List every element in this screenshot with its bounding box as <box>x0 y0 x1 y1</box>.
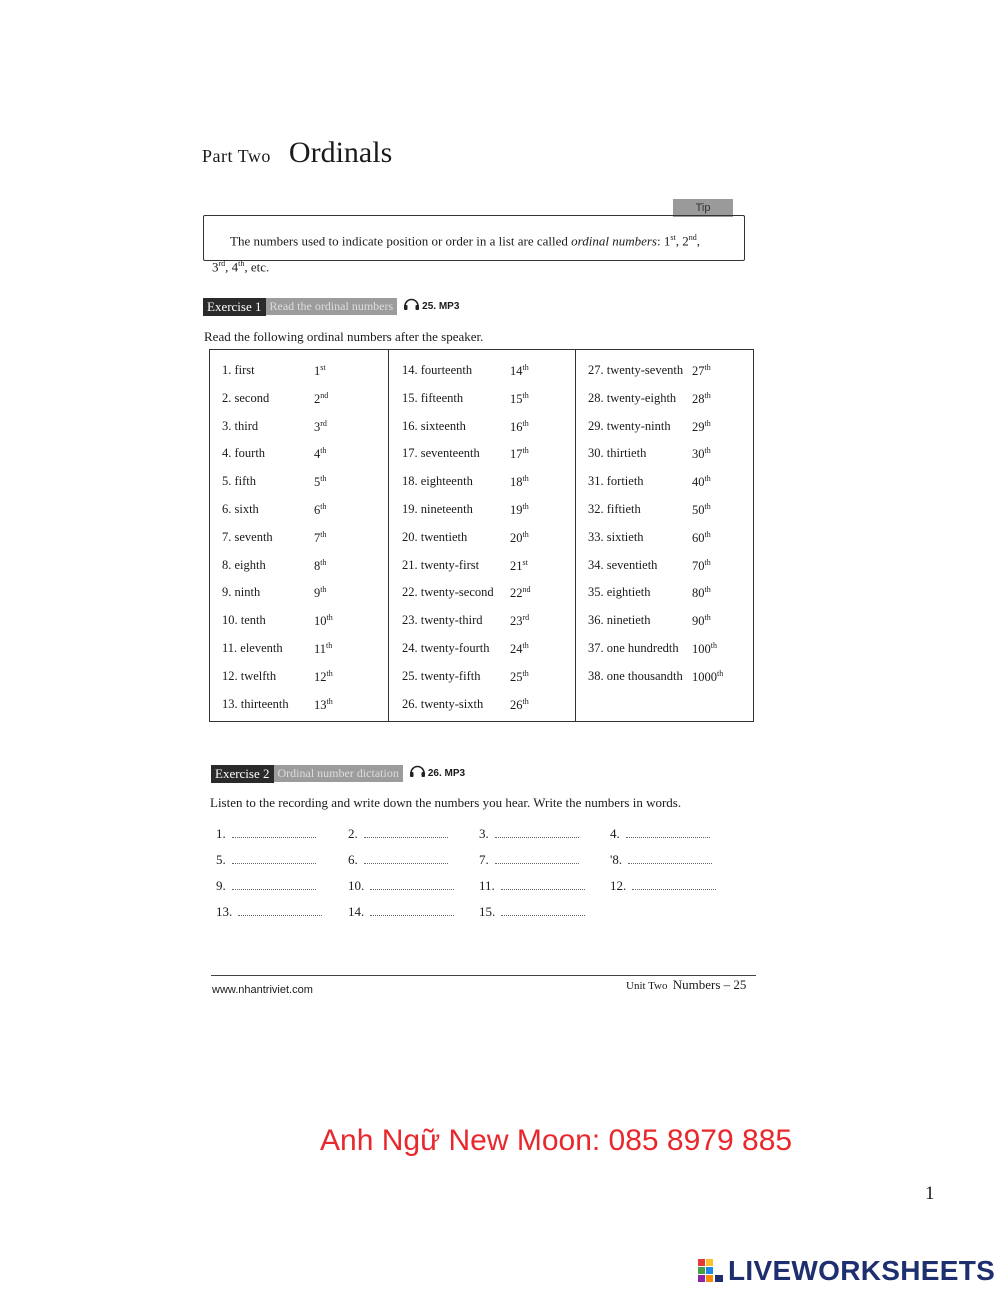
ordinal-digits: 1 <box>314 364 321 379</box>
ordinal-word: 29. twenty-ninth <box>588 418 671 433</box>
exercise-1-label: Exercise 1 <box>203 298 266 316</box>
column-divider <box>575 350 576 721</box>
answer-blank[interactable] <box>501 881 585 890</box>
answer-item <box>479 904 585 920</box>
ordinal-suffix: rd <box>522 613 530 623</box>
ordinal-suffix: th <box>704 585 711 595</box>
answer-blank[interactable] <box>628 855 712 864</box>
ordinal-word: 32. fiftieth <box>588 502 641 516</box>
ordinal-word: 8. eighth <box>222 557 266 572</box>
answer-blank[interactable] <box>238 907 322 916</box>
ordinal-number <box>510 363 529 379</box>
answer-number: 7. <box>479 852 489 867</box>
liveworksheets-text: LIVEWORKSHEETS <box>728 1255 996 1286</box>
answer-blank[interactable] <box>495 829 579 838</box>
part-heading: Ordinals <box>288 136 393 169</box>
answer-item <box>216 852 316 868</box>
ordinal-suffix: th <box>326 668 333 678</box>
ordinal-suffix: nd <box>320 390 329 400</box>
exercise-2-title: Ordinal number dictation <box>274 765 403 782</box>
ordinal-suffix: th <box>704 390 711 400</box>
ordinal-number <box>510 530 529 546</box>
ordinal-number <box>692 585 711 601</box>
part-label: Part Two <box>202 146 271 166</box>
answer-blank[interactable] <box>495 855 579 864</box>
ordinal-digits: 16 <box>510 419 523 434</box>
answer-item <box>348 852 448 868</box>
ordinal-number <box>314 502 326 518</box>
ordinal-suffix: th <box>320 529 327 539</box>
ordinal-number <box>314 363 326 379</box>
ordinal-digits: 23 <box>510 614 523 629</box>
ordinal-suffix: th <box>522 529 529 539</box>
answer-number: '8. <box>610 852 623 867</box>
answer-item <box>479 878 585 894</box>
ordinal-digits: 13 <box>314 697 327 712</box>
ordinal-suffix: th <box>522 474 529 484</box>
part-title <box>202 136 392 170</box>
definition-line-2 <box>212 252 734 278</box>
ordinal-number <box>314 585 326 601</box>
ordinal-number <box>510 419 529 435</box>
ordinal-suffix: nd <box>522 585 531 595</box>
ordinal-word: 38. one thousandth <box>588 668 683 683</box>
ordinal-suffix: th <box>522 363 529 372</box>
ordinal-word: 6. sixth <box>222 502 259 516</box>
exercise-2-label: Exercise 2 <box>211 765 274 783</box>
suffix: rd <box>218 259 226 269</box>
ordinal-digits: 19 <box>510 503 523 518</box>
ordinal-suffix: th <box>522 668 529 678</box>
ordinal-number <box>314 613 333 629</box>
page-number: 1 <box>925 1183 935 1204</box>
ordinal-word: 28. twenty-eighth <box>588 390 677 405</box>
ordinal-word: 16. sixteenth <box>402 418 466 433</box>
ordinal-suffix: th <box>704 446 711 456</box>
ordinal-suffix: th <box>320 557 327 567</box>
ordinal-word: 22. twenty-second <box>402 585 494 600</box>
answer-item <box>610 878 716 894</box>
ordinal-word: 4. fourth <box>222 446 266 461</box>
ordinal-word: 7. seventh <box>222 529 273 544</box>
answer-number: 3. <box>479 826 489 841</box>
ordinal-digits: 6 <box>314 503 321 518</box>
ordinal-number <box>314 419 327 435</box>
ordinal-number <box>692 474 711 490</box>
answer-item <box>348 904 454 920</box>
ordinal-suffix: th <box>326 641 333 650</box>
ordinal-digits: 9 <box>314 586 321 601</box>
ordinal-number <box>692 641 717 657</box>
ordinal-digits: 25 <box>510 669 523 684</box>
ordinal-number <box>314 530 326 546</box>
answer-item <box>610 826 710 842</box>
ordinal-number <box>510 697 529 713</box>
answer-number: 1. <box>216 826 226 841</box>
liveworksheets-icon <box>698 1259 724 1283</box>
ordinal-digits: 1000 <box>692 669 717 684</box>
ordinal-digits: 28 <box>692 391 705 406</box>
ordinal-number <box>692 613 711 629</box>
ordinal-number <box>510 502 529 518</box>
exercise-1-instruction: Read the following ordinal numbers after the speaker. <box>204 329 484 344</box>
ordinal-number <box>314 697 333 713</box>
ordinal-digits: 21 <box>510 558 523 573</box>
ordinal-number <box>510 446 529 462</box>
answer-blank[interactable] <box>364 855 448 864</box>
ordinal-word: 27. twenty-seventh <box>588 363 684 377</box>
ordinal-digits: 12 <box>314 669 327 684</box>
ordinal-suffix: th <box>320 474 327 484</box>
answer-item <box>348 878 454 894</box>
ordinal-digits: 30 <box>692 447 705 462</box>
answer-blank[interactable] <box>501 907 585 916</box>
answer-number: 15. <box>479 904 496 919</box>
ordinal-number <box>692 446 711 462</box>
ordinal-suffix: rd <box>320 418 327 428</box>
ordinal-number <box>692 419 711 435</box>
answer-blank[interactable] <box>370 881 454 890</box>
ordinal-word: 14. fourteenth <box>402 363 473 377</box>
ordinal-suffix: st <box>320 363 326 372</box>
definition-text: , 4 <box>225 259 239 275</box>
ordinal-suffix: th <box>326 613 333 623</box>
ordinal-word: 18. eighteenth <box>402 474 473 489</box>
tip-badge: Tip <box>673 199 733 217</box>
answer-blank[interactable] <box>632 881 716 890</box>
ordinal-number <box>692 530 711 546</box>
definition-text: 3 <box>212 259 219 275</box>
ordinal-number <box>314 641 332 657</box>
answer-number: 13. <box>216 904 233 919</box>
ordinal-digits: 29 <box>692 419 705 434</box>
answer-number: 5. <box>216 852 226 867</box>
ordinal-number <box>314 391 328 407</box>
liveworksheets-logo <box>698 1255 995 1287</box>
ordinal-suffix: th <box>704 363 711 372</box>
exercise-2-header <box>211 764 465 783</box>
ordinal-word: 1. first <box>222 363 255 377</box>
answer-item <box>610 852 712 868</box>
ordinal-number <box>692 669 723 685</box>
ordinal-word: 36. ninetieth <box>588 613 651 628</box>
ordinal-digits: 8 <box>314 558 321 573</box>
ordinal-digits: 50 <box>692 503 705 518</box>
ordinal-word: 37. one hundredth <box>588 641 679 655</box>
ordinal-word: 9. ninth <box>222 585 261 600</box>
answer-number: 10. <box>348 878 365 893</box>
answer-number: 4. <box>610 826 620 841</box>
answer-item <box>348 826 448 842</box>
ordinal-digits: 70 <box>692 558 705 573</box>
definition-text: : 1 <box>656 233 671 249</box>
audio-file-label[interactable]: 25. MP3 <box>422 301 460 312</box>
unit-label: Unit Two <box>626 980 668 992</box>
ordinal-word: 2. second <box>222 390 270 405</box>
definition-text: The numbers used to indicate position or order in a list are called <box>230 233 572 249</box>
ordinal-digits: 3 <box>314 419 321 434</box>
ordinal-number <box>510 474 529 490</box>
ordinal-suffix: th <box>704 529 711 539</box>
footer-rule <box>211 975 756 976</box>
ordinal-word: 26. twenty-sixth <box>402 696 484 711</box>
suffix: st <box>670 233 676 242</box>
ordinal-number <box>314 669 333 685</box>
ordinal-word: 24. twenty-fourth <box>402 641 490 655</box>
ordinal-suffix: th <box>522 418 529 428</box>
answer-number: 14. <box>348 904 365 919</box>
ordinal-word: 33. sixtieth <box>588 529 644 544</box>
ordinals-table <box>209 349 754 722</box>
ordinal-digits: 22 <box>510 586 523 601</box>
ordinal-number <box>510 558 528 574</box>
ordinal-word: 25. twenty-fifth <box>402 668 481 683</box>
definition-term: ordinal numbers <box>571 233 657 249</box>
ordinal-digits: 11 <box>314 642 327 657</box>
ordinal-suffix: th <box>522 641 529 650</box>
ordinal-suffix: th <box>522 390 529 400</box>
ordinal-number <box>510 641 529 657</box>
page-footer <box>626 977 746 993</box>
ordinal-number <box>314 474 326 490</box>
ordinal-digits: 100 <box>692 642 711 657</box>
ordinal-digits: 14 <box>510 364 523 379</box>
ordinal-word: 31. fortieth <box>588 474 644 489</box>
answer-number: 6. <box>348 852 358 867</box>
answer-item <box>216 878 316 894</box>
ordinal-digits: 17 <box>510 447 523 462</box>
ordinal-suffix: st <box>522 557 528 567</box>
column-divider <box>388 350 389 721</box>
ordinal-suffix: th <box>522 502 529 511</box>
answer-blank[interactable] <box>232 881 316 890</box>
ordinal-digits: 7 <box>314 530 321 545</box>
ordinal-suffix: th <box>704 474 711 484</box>
definition-text: , <box>696 233 700 249</box>
ordinal-suffix: th <box>704 613 711 623</box>
answer-blank[interactable] <box>364 829 448 838</box>
ordinal-number <box>692 391 711 407</box>
answer-number: 12. <box>610 878 627 893</box>
ordinal-word: 10. tenth <box>222 613 266 628</box>
ordinal-digits: 4 <box>314 447 321 462</box>
brand-contact: Anh Ngữ New Moon: 085 8979 885 <box>320 1124 793 1157</box>
ordinal-number <box>510 613 529 629</box>
definition-text: , 2 <box>675 233 689 249</box>
ordinal-word: 23. twenty-third <box>402 613 483 628</box>
headphones-icon[interactable] <box>409 764 426 783</box>
ordinal-suffix: th <box>522 696 529 706</box>
ordinal-word: 21. twenty-first <box>402 557 480 572</box>
ordinal-suffix: th <box>710 641 717 650</box>
answer-number: 2. <box>348 826 358 841</box>
ordinal-digits: 60 <box>692 530 705 545</box>
ordinal-suffix: th <box>704 418 711 428</box>
ordinal-suffix: th <box>326 696 333 706</box>
ordinal-digits: 10 <box>314 614 327 629</box>
ordinal-digits: 5 <box>314 475 321 490</box>
ordinal-digits: 2 <box>314 391 321 406</box>
answer-number: 9. <box>216 878 226 893</box>
answer-item <box>216 826 316 842</box>
suffix: th <box>238 259 245 269</box>
ordinal-digits: 40 <box>692 475 705 490</box>
ordinal-word: 11. eleventh <box>222 641 283 655</box>
ordinal-digits: 27 <box>692 364 705 379</box>
ordinal-word: 35. eightieth <box>588 585 651 600</box>
ordinal-digits: 26 <box>510 697 523 712</box>
answer-item <box>479 852 579 868</box>
ordinal-digits: 20 <box>510 530 523 545</box>
website-link[interactable]: www.nhantriviet.com <box>212 984 313 996</box>
ordinal-word: 3. third <box>222 418 259 433</box>
answer-item <box>216 904 322 920</box>
ordinal-suffix: th <box>320 502 327 511</box>
ordinal-number <box>314 446 326 462</box>
ordinal-word: 17. seventeenth <box>402 446 480 461</box>
ordinal-suffix: th <box>717 668 724 678</box>
ordinal-number <box>510 391 529 407</box>
ordinal-word: 19. nineteenth <box>402 502 473 516</box>
ordinal-digits: 90 <box>692 614 705 629</box>
exercise-2-instruction: Listen to the recording and write down the numbers you hear. Write the numbers in words. <box>210 795 682 810</box>
ordinal-word: 34. seventieth <box>588 557 658 572</box>
ordinal-digits: 15 <box>510 391 523 406</box>
answer-blank[interactable] <box>232 829 316 838</box>
ordinal-word: 12. twelfth <box>222 668 277 683</box>
ordinal-number <box>692 502 711 518</box>
answer-blank[interactable] <box>626 829 710 838</box>
ordinal-suffix: th <box>320 446 327 456</box>
definition-text: , etc. <box>244 259 270 275</box>
exercise-1-header <box>203 297 459 316</box>
suffix: nd <box>688 233 697 242</box>
exercise-1-title: Read the ordinal numbers <box>266 298 398 315</box>
audio-file-label[interactable]: 26. MP3 <box>427 768 466 779</box>
ordinal-digits: 18 <box>510 475 523 490</box>
ordinal-word: 30. thirtieth <box>588 446 647 461</box>
unit-title: Numbers – 25 <box>672 977 747 992</box>
answer-item <box>479 826 579 842</box>
ordinal-number <box>510 585 531 601</box>
ordinal-digits: 24 <box>510 642 523 657</box>
definition-box <box>203 215 745 275</box>
ordinal-number <box>692 558 711 574</box>
ordinal-word: 13. thirteenth <box>222 696 289 711</box>
ordinal-word: 20. twentieth <box>402 529 468 544</box>
ordinal-digits: 80 <box>692 586 705 601</box>
ordinal-word: 5. fifth <box>222 474 257 489</box>
ordinal-word: 15. fifteenth <box>402 390 464 405</box>
ordinal-suffix: th <box>320 585 327 595</box>
answer-number: 11. <box>479 878 495 893</box>
answer-blank[interactable] <box>370 907 454 916</box>
ordinal-suffix: th <box>704 557 711 567</box>
headphones-icon[interactable] <box>403 297 420 316</box>
ordinal-number <box>314 558 326 574</box>
answer-blank[interactable] <box>232 855 316 864</box>
ordinal-number <box>692 363 711 379</box>
ordinal-suffix: th <box>522 446 529 456</box>
ordinal-number <box>510 669 529 685</box>
ordinal-suffix: th <box>704 502 711 511</box>
